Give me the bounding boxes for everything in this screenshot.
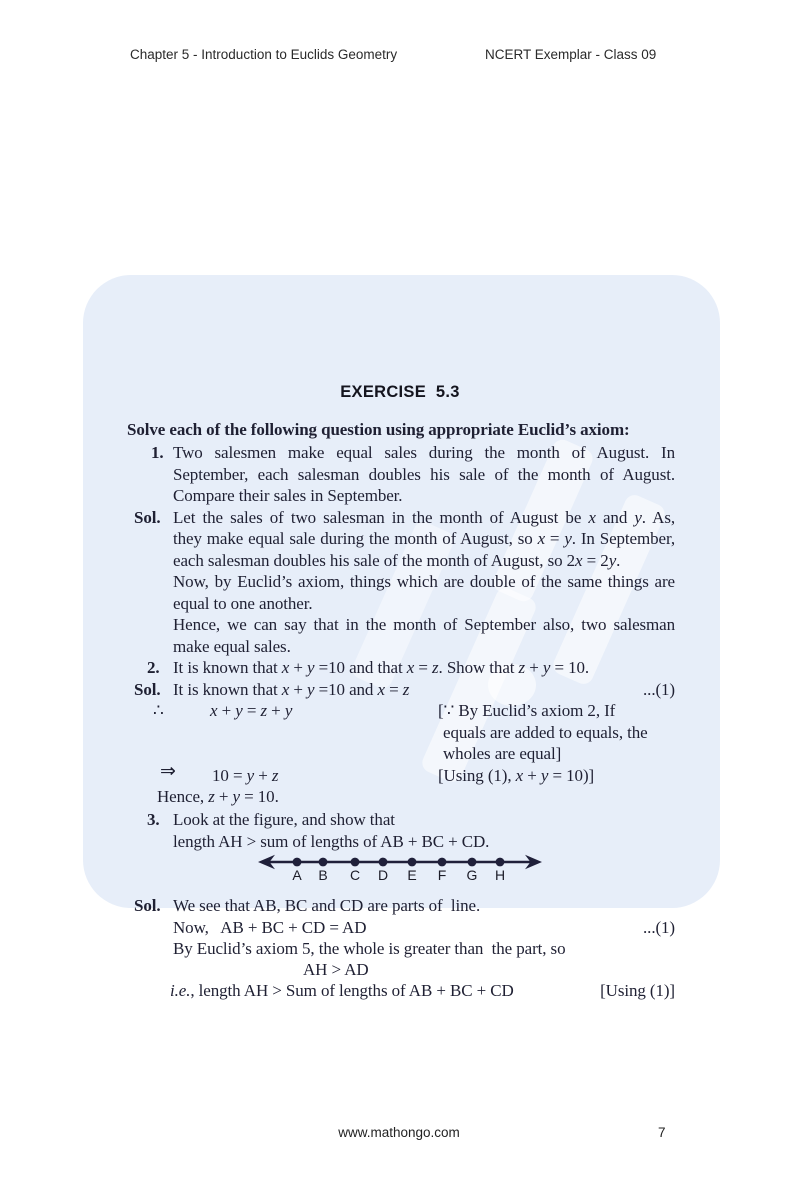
list-marker: 3.: [147, 810, 160, 829]
point-label: H: [494, 867, 506, 883]
text-line: September, each salesman doubles his sale of the month of August.: [173, 464, 675, 484]
list-marker: Sol.: [134, 507, 161, 527]
point-dot: [319, 858, 328, 867]
point-label: E: [407, 867, 417, 883]
footer-page-number: 7: [658, 1125, 666, 1140]
footer-website: www.mathongo.com: [338, 1125, 460, 1140]
text-line: ⇒: [160, 761, 176, 782]
numberline-labels: [258, 867, 542, 885]
text-line: AH > AD: [303, 960, 369, 979]
text-line: Let the sales of two salesman in the month of August be x and y. As,: [173, 507, 675, 527]
question-statement: length AH > sum of lengths of AB + BC + CD.: [173, 831, 490, 851]
text-line: x + y = z + y: [210, 701, 293, 720]
point-label: C: [349, 867, 361, 883]
text-line: We see that AB, BC and CD are parts of line.: [173, 896, 481, 915]
text-line: By Euclid’s axiom 5, the whole is greater than the part, so: [173, 939, 566, 958]
text-line: i.e., length AH > Sum of lengths of AB + BC + CD [Using (1)]: [170, 981, 675, 1000]
text-line: Now, AB + BC + CD = AD ...(1): [173, 917, 675, 937]
text-line: Look at the figure, and show that: [173, 810, 395, 829]
text-line: Solve each of the following question using appropriate Euclid’s axiom:: [127, 420, 630, 439]
point-label: D: [377, 867, 389, 883]
point-label: F: [437, 867, 447, 883]
text-line: It is known that x + y =10 and x = z ...(1): [173, 679, 675, 699]
point-dot: [293, 858, 302, 867]
text-line: [∵ By Euclid’s axiom 2, If: [438, 701, 616, 720]
text-line: each salesman doubles his sale of the month of August, so 2x = 2y.: [173, 550, 621, 570]
point-dot: [468, 858, 477, 867]
list-marker: Sol.: [134, 679, 161, 699]
point-dot: [496, 858, 505, 867]
header-book-title: NCERT Exemplar - Class 09: [485, 47, 657, 62]
equation-tag: ...(1): [643, 679, 675, 699]
text-line: 10 = y + z: [212, 765, 279, 785]
text-line: make equal sales.: [173, 636, 291, 656]
text-line: they make equal sale during the month of August, so x = y. In September,: [173, 529, 675, 548]
text-line: Two salesmen make equal sales during the month of August. In: [173, 443, 675, 462]
text-line: It is known that x + y =10 and that x = z. Show that z + y = 10.: [173, 658, 590, 677]
header-chapter-title: Chapter 5 - Introduction to Euclids Geometry: [130, 47, 398, 62]
point-dot: [379, 858, 388, 867]
point-dot: [438, 858, 447, 867]
text-line: Hence, z + y = 10.: [157, 787, 279, 806]
text-line: Compare their sales in September.: [173, 486, 403, 505]
text-line: equal to one another.: [173, 593, 313, 613]
list-marker: Sol.: [134, 896, 161, 915]
point-dot: [408, 858, 417, 867]
text-line: [Using (1), x + y = 10)]: [438, 765, 595, 785]
text-line: equals are added to equals, the: [443, 722, 648, 742]
text-line: ∴: [153, 701, 164, 720]
point-label: G: [466, 867, 478, 883]
point-label: A: [292, 867, 302, 883]
equation-tag: ...(1): [643, 917, 675, 937]
text-line: Now, by Euclid’s axiom, things which are double of the same things are: [173, 572, 675, 591]
list-marker: 1.: [151, 443, 164, 462]
text-line: Hence, we can say that in the month of September also, two salesman: [173, 615, 675, 634]
exercise-title: EXERCISE 5.3: [340, 383, 460, 401]
point-label: B: [318, 867, 328, 883]
equation-tag: [Using (1)]: [600, 981, 675, 1000]
text-line: wholes are equal]: [443, 744, 562, 763]
point-dot: [351, 858, 360, 867]
list-marker: 2.: [147, 658, 160, 677]
